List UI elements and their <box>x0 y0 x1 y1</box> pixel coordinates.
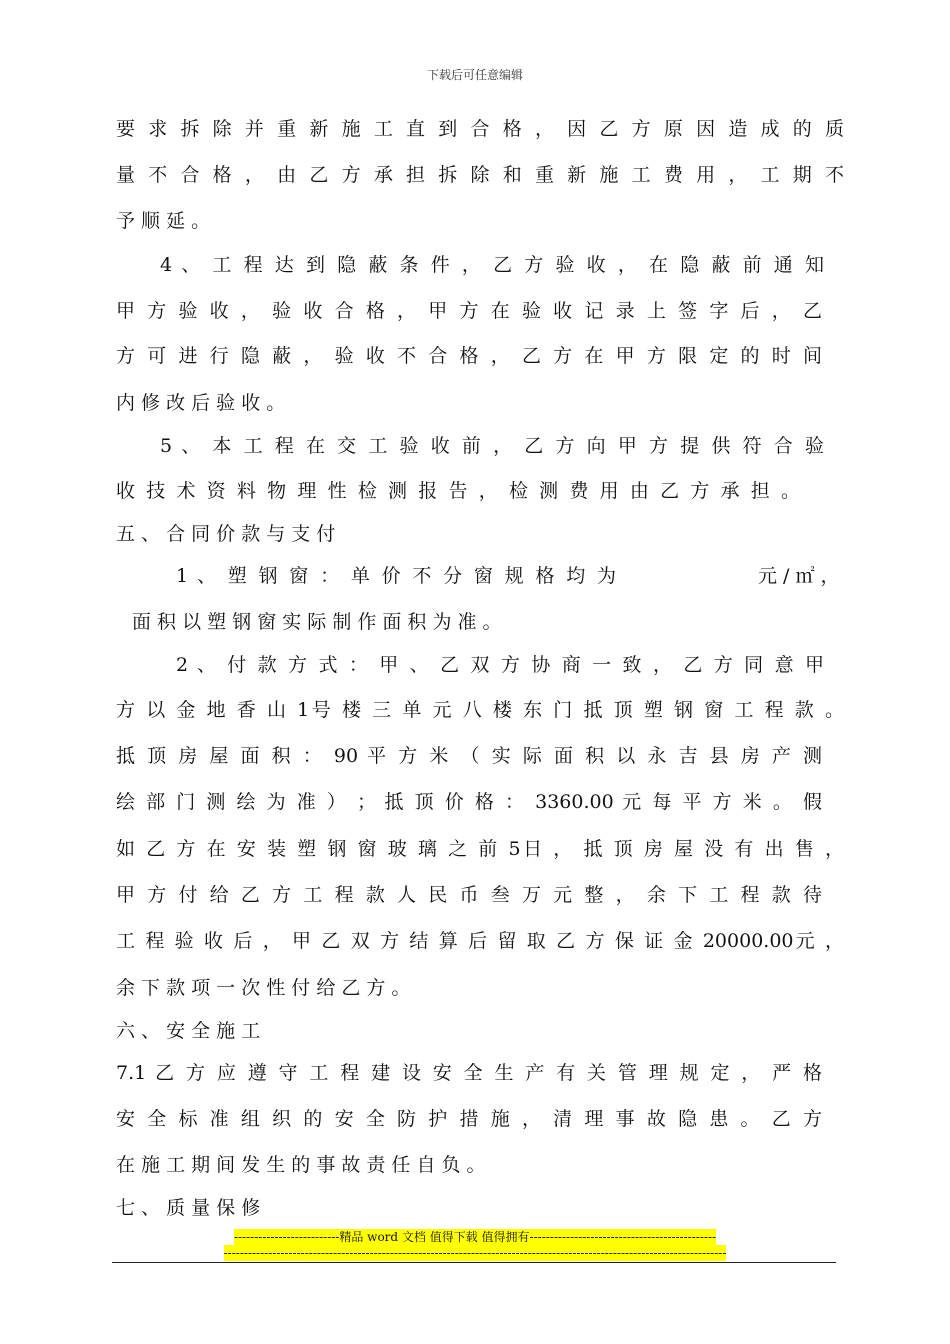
text-line: 如 乙 方 在 安 装 塑 钢 窗 玻 璃 之 前 5日 ， 抵 顶 房 屋 没 有 出 售 ， <box>116 838 844 860</box>
text-line: 量 不 合 格 ， 由 乙 方 承 担 拆 除 和 重 新 施 工 费 用 ， 工 期 不 <box>116 164 844 186</box>
page-header: 下载后可任意编辑 <box>426 68 523 82</box>
footer-dashes <box>0 1247 950 1259</box>
text-line: 在 施 工 期 间 发 生 的 事 故 责 任 自 负 。 <box>116 1154 486 1176</box>
text-line: 元 / ㎡ ， <box>758 565 840 587</box>
footer-banner-text: --------------------------精品 word 文档 值得下载 值得拥有---------------------------------------------- <box>233 1230 717 1244</box>
text-line: 内 修 改 后 验 收 。 <box>116 392 286 414</box>
text-line: 方 以 金 地 香 山 1号 楼 三 单 元 八 楼 东 门 抵 顶 塑 钢 窗 工 程 款 。 <box>116 699 844 721</box>
text-line: 5 、 本 工 程 在 交 工 验 收 前 ， 乙 方 向 甲 方 提 供 符 合 验 <box>160 435 824 457</box>
section-heading: 五 、 合 同 价 款 与 支 付 <box>116 523 336 545</box>
footer-dashes-text: ---------------------------------------------------------------------------------------------------------------------------- <box>223 1246 727 1260</box>
text-line: 余 下 款 项 一 次 性 付 给 乙 方 。 <box>116 977 411 999</box>
text-line: 7.1 乙 方 应 遵 守 工 程 建 设 安 全 生 产 有 关 管 理 规 定 ， 严 格 <box>116 1062 822 1084</box>
footer-rule <box>112 1262 836 1263</box>
text-line: 抵 顶 房 屋 面 积 ： 90 平 方 米 （ 实 际 面 积 以 永 吉 县 房 产 测 <box>116 745 822 767</box>
text-line: 予 顺 延 。 <box>116 210 211 232</box>
footer-banner <box>0 1231 950 1243</box>
text-line: 面 积 以 塑 钢 窗 实 际 制 作 面 积 为 准 。 <box>132 611 502 633</box>
text-line: 甲 方 付 给 乙 方 工 程 款 人 民 币 叁 万 元 整 ， 余 下 工 程 款 待 <box>116 884 822 906</box>
text-line: 安 全 标 准 组 织 的 安 全 防 护 措 施 ， 清 理 事 故 隐 患 。 乙 方 <box>116 1108 822 1130</box>
text-line: 工 程 验 收 后 ， 甲 乙 双 方 结 算 后 留 取 乙 方 保 证 金 20000.00元 ， <box>116 930 844 952</box>
text-line: 方 可 进 行 隐 蔽 ， 验 收 不 合 格 ， 乙 方 在 甲 方 限 定 的 时 间 <box>116 345 822 367</box>
text-line: 要 求 拆 除 并 重 新 施 工 直 到 合 格 ， 因 乙 方 原 因 造 成 的 质 <box>116 118 844 140</box>
text-line: 绘 部 门 测 绘 为 准 ） ； 抵 顶 价 格 ： 3360.00 元 每 平 方 米 。 假 <box>116 791 822 813</box>
text-line: 1 、 塑 钢 窗 ： 单 价 不 分 窗 规 格 均 为 <box>176 565 616 587</box>
section-heading: 七 、 质 量 保 修 <box>116 1197 261 1219</box>
text-line: 4 、 工 程 达 到 隐 蔽 条 件 ， 乙 方 验 收 ， 在 隐 蔽 前 通 知 <box>160 254 824 276</box>
text-line: 收 技 术 资 料 物 理 性 检 测 报 告 ， 检 测 费 用 由 乙 方 承 担 。 <box>116 480 800 502</box>
section-heading: 六 、 安 全 施 工 <box>116 1020 261 1042</box>
text-line: 甲 方 验 收 ， 验 收 合 格 ， 甲 方 在 验 收 记 录 上 签 字 后 ， 乙 <box>116 300 822 322</box>
text-line: 2 、 付 款 方 式 ： 甲 、 乙 双 方 协 商 一 致 ， 乙 方 同 意 甲 <box>176 654 824 676</box>
